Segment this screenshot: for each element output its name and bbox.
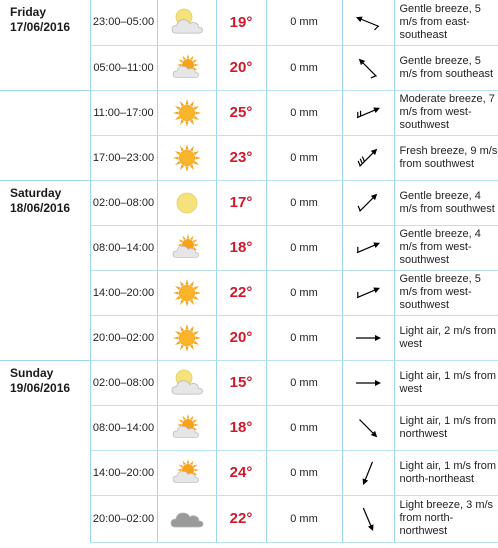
forecast-row	[0, 360, 498, 405]
precipitation: 0 mm	[266, 360, 342, 405]
temperature: 24°	[216, 450, 266, 495]
temperature: 22°	[216, 495, 266, 542]
temperature: 18°	[216, 225, 266, 270]
wind-arrow-icon	[342, 90, 394, 135]
temperature: 15°	[216, 360, 266, 405]
partly-cloudy-sun-icon	[157, 45, 216, 90]
time-period: 08:00–14:00	[90, 225, 157, 270]
wind-arrow-icon	[342, 360, 394, 405]
partly-cloudy-sun-icon	[157, 405, 216, 450]
day-name: Sunday	[10, 365, 54, 380]
precipitation: 0 mm	[266, 45, 342, 90]
precipitation: 0 mm	[266, 495, 342, 542]
day-date: 19/06/2016	[10, 380, 71, 395]
wind-description: Gentle breeze, 5 m/s from southeast	[394, 45, 498, 90]
temperature: 20°	[216, 315, 266, 360]
temperature: 17°	[216, 180, 266, 225]
wind-arrow-icon	[342, 225, 394, 270]
precipitation: 0 mm	[266, 0, 342, 45]
wind-arrow-icon	[342, 405, 394, 450]
wind-arrow-icon	[342, 45, 394, 90]
sun-icon	[157, 135, 216, 180]
wind-description: Light air, 1 m/s from north-northeast	[394, 450, 498, 495]
time-period: 08:00–14:00	[90, 405, 157, 450]
temperature: 25°	[216, 90, 266, 135]
cloud-icon	[157, 495, 216, 542]
temperature: 20°	[216, 45, 266, 90]
wind-arrow-icon	[342, 270, 394, 315]
wind-arrow-icon	[342, 450, 394, 495]
wind-description: Moderate breeze, 7 m/s from west-southwest	[394, 90, 498, 135]
wind-arrow-icon	[342, 495, 394, 542]
precipitation: 0 mm	[266, 180, 342, 225]
temperature: 18°	[216, 405, 266, 450]
time-period: 11:00–17:00	[90, 90, 157, 135]
wind-description: Light air, 2 m/s from west	[394, 315, 498, 360]
day-name: Saturday	[10, 185, 62, 200]
wind-arrow-icon	[342, 315, 394, 360]
wind-description: Gentle breeze, 5 m/s from west-southwest	[394, 270, 498, 315]
wind-arrow-icon	[342, 180, 394, 225]
time-period: 23:00–05:00	[90, 0, 157, 45]
forecast-row	[0, 180, 498, 225]
sun-icon	[157, 270, 216, 315]
day-label	[0, 90, 90, 180]
time-period: 14:00–20:00	[90, 270, 157, 315]
wind-arrow-icon	[342, 0, 394, 45]
day-date: 18/06/2016	[10, 200, 71, 215]
time-period: 05:00–11:00	[90, 45, 157, 90]
wind-description: Light air, 1 m/s from northwest	[394, 405, 498, 450]
day-date: 17/06/2016	[10, 20, 71, 34]
temperature: 22°	[216, 270, 266, 315]
precipitation: 0 mm	[266, 270, 342, 315]
wind-description: Gentle breeze, 4 m/s from west-southwest	[394, 225, 498, 270]
sun-icon	[157, 315, 216, 360]
precipitation: 0 mm	[266, 405, 342, 450]
time-period: 14:00–20:00	[90, 450, 157, 495]
moon-icon	[157, 180, 216, 225]
partly-cloudy-night-icon	[157, 0, 216, 45]
wind-description: Gentle breeze, 5 m/s from east-southeast	[394, 0, 498, 45]
time-period: 17:00–23:00	[90, 135, 157, 180]
temperature: 23°	[216, 135, 266, 180]
precipitation: 0 mm	[266, 450, 342, 495]
wind-description: Light breeze, 3 m/s from north-northwest	[394, 495, 498, 542]
partly-cloudy-sun-icon	[157, 225, 216, 270]
wind-description: Light air, 1 m/s from west	[394, 360, 498, 405]
temperature: 19°	[216, 0, 266, 45]
forecast-row	[0, 0, 498, 45]
wind-description: Fresh breeze, 9 m/s from southwest	[394, 135, 498, 180]
forecast-row	[0, 90, 498, 135]
precipitation: 0 mm	[266, 90, 342, 135]
day-name: Friday	[10, 5, 47, 19]
time-period: 02:00–08:00	[90, 360, 157, 405]
partly-cloudy-night-icon	[157, 360, 216, 405]
sun-icon	[157, 90, 216, 135]
wind-arrow-icon	[342, 135, 394, 180]
precipitation: 0 mm	[266, 135, 342, 180]
precipitation: 0 mm	[266, 315, 342, 360]
day-label	[0, 360, 90, 542]
time-period: 20:00–02:00	[90, 495, 157, 542]
day-label	[0, 0, 90, 90]
precipitation: 0 mm	[266, 225, 342, 270]
wind-description: Gentle breeze, 4 m/s from southwest	[394, 180, 498, 225]
time-period: 02:00–08:00	[90, 180, 157, 225]
day-label	[0, 180, 90, 360]
time-period: 20:00–02:00	[90, 315, 157, 360]
partly-cloudy-sun-icon	[157, 450, 216, 495]
